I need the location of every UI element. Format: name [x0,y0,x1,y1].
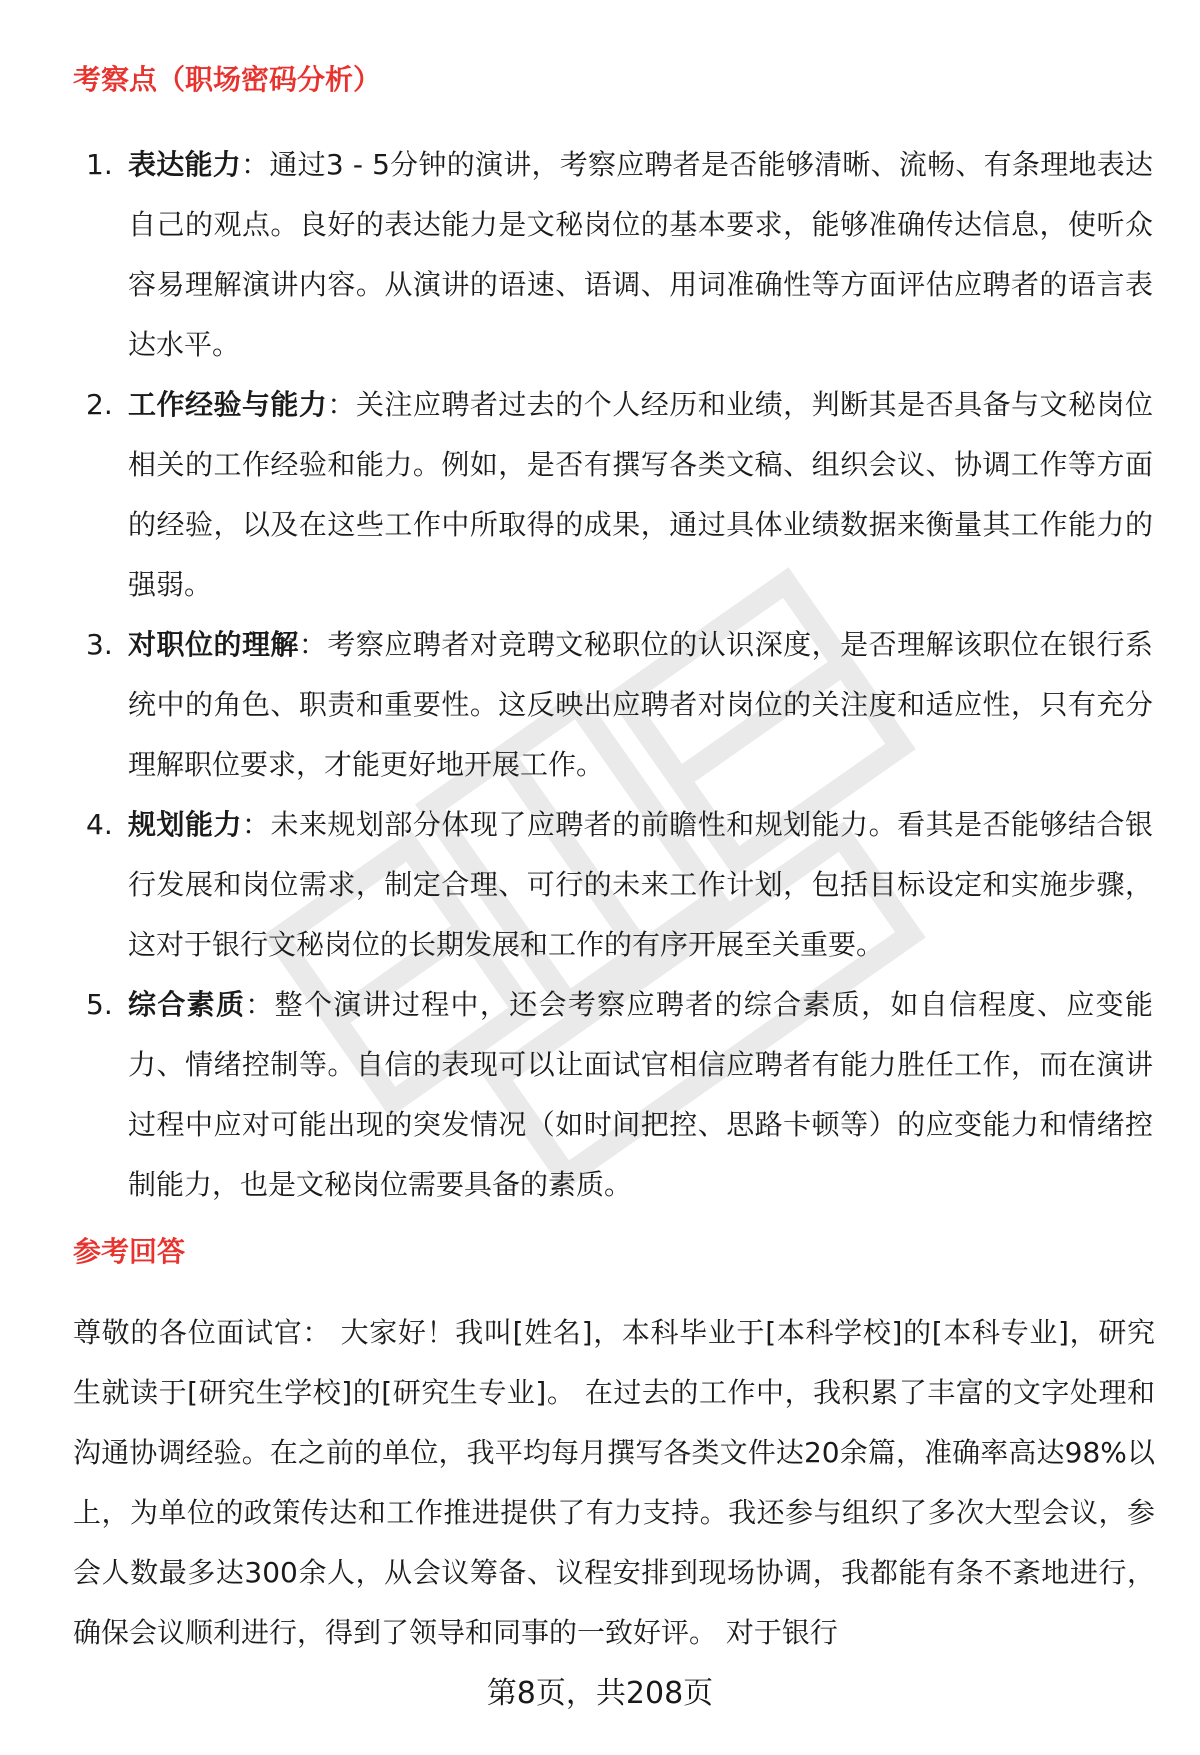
list-item [73,615,1153,795]
item-number: 1. [86,148,113,181]
item-title: 综合素质 [128,988,246,1021]
page-footer: 第8页，共208页 [486,1676,714,1711]
item-colon: ： [241,148,270,181]
section-heading-reference-answer: 参考回答 [73,1235,186,1268]
item-title: 规划能力 [128,808,242,841]
item-colon: ： [327,388,356,421]
list-item [73,135,1153,375]
item-colon: ： [245,988,275,1021]
item-text: 关注应聘者过去的个人经历和业绩，判断其是否具备与文秘岗位相关的工作经验和能力。例如，是否有撰写各类文稿、组织会议、协调工作等方面的经验，以及在这些工作中所取得的成果，通过具体业绩数据来衡量其工作能力的强弱。 [128,388,1153,601]
section-heading-analysis: 考察点（职场密码分析） [73,63,382,96]
item-title: 对职位的理解 [128,628,299,661]
item-colon: ： [241,808,271,841]
list-item [73,975,1153,1215]
item-text: 整个演讲过程中，还会考察应聘者的综合素质，如自信程度、应变能力、情绪控制等。自信的表现可以让面试官相信应聘者有能力胜任工作，而在演讲过程中应对可能出现的突发情况（如时间把控、思路卡顿等）的应变能力和情绪控制能力，也是文秘岗位需要具备的素质。 [128,988,1153,1201]
item-text: 考察应聘者对竞聘文秘职位的认识深度，是否理解该职位在银行系统中的角色、职责和重要性。这反映出应聘者对岗位的关注度和适应性，只有充分理解职位要求，才能更好地开展工作。 [128,628,1153,781]
list-item [73,375,1153,615]
item-text: 通过3 - 5分钟的演讲，考察应聘者是否能够清晰、流畅、有条理地表达自己的观点。良好的表达能力是文秘岗位的基本要求，能够准确传达信息，使听众容易理解演讲内容。从演讲的语速、语调、用词准确性等方面评估应聘者的语言表达水平。 [128,148,1153,361]
item-title: 表达能力 [128,148,242,181]
item-title: 工作经验与能力 [128,388,328,421]
item-number: 5. [86,988,113,1021]
item-number: 4. [86,808,113,841]
analysis-list [73,135,1153,1215]
item-number: 3. [86,628,113,661]
item-text: 未来规划部分体现了应聘者的前瞻性和规划能力。看其是否能够结合银行发展和岗位需求，制定合理、可行的未来工作计划，包括目标设定和实施步骤，这对于银行文秘岗位的长期发展和工作的有序开展至关重要。 [128,808,1153,961]
item-number: 2. [86,388,113,421]
reference-answer-text: 尊敬的各位面试官： 大家好！我叫[姓名]，本科毕业于[本科学校]的[本科专业]，研究生就读于[研究生学校]的[研究生专业]。 在过去的工作中，我积累了丰富的文字处理和沟通协调经验。在之前的单位，我平均每月撰写各类文件达20余篇，准确率高达98%以上，为单位的政策传达和工作推进提供了有力支持。我还参与组织了多次大型会议，参会人数最多达300余人，从会议筹备、议程安排到现场协调，我都能有条不紊地进行，确保会议顺利进行，得到了领导和同事的一致好评。 对于银行 [73,1316,1155,1649]
item-colon: ： [298,628,328,661]
list-item [73,795,1153,975]
